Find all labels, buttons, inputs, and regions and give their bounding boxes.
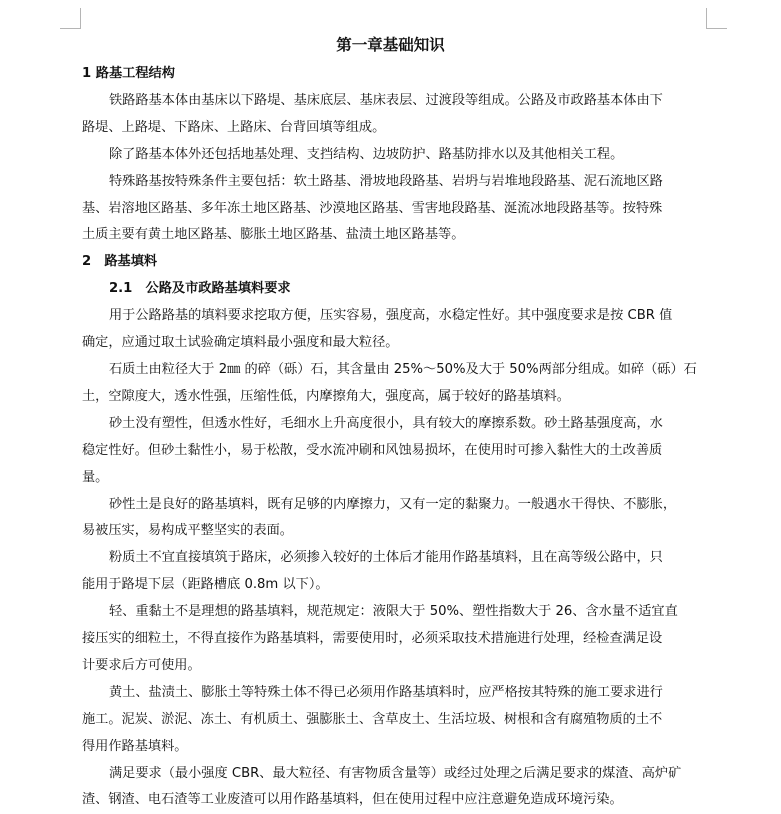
- paragraph-line: 路堤、上路堤、下路床、上路床、台背回填等组成。: [82, 119, 386, 135]
- paragraph-line: 除了路基本体外还包括地基处理、支挡结构、边坡防护、路基防排水以及其他相关工程。: [109, 146, 624, 162]
- paragraph-line: 满足要求（最小强度 CBR、最大粒径、有害物质含量等）或经过处理之后满足要求的煤渣、高炉矿: [109, 765, 682, 781]
- paragraph-line: 渣、钢渣、电石渣等工业废渣可以用作路基填料，但在使用过程中应注意避免造成环境污染。: [82, 792, 623, 808]
- paragraph-line: 能用于路堤下层（距路槽底 0.8m 以下）。: [82, 577, 329, 593]
- paragraph-line: 土，空隙度大，透水性强，压缩性低，内摩擦角大，强度高，属于较好的路基填料。: [82, 388, 570, 404]
- section-heading: 1 路基工程结构: [82, 66, 175, 81]
- paragraph-line: 施工。泥炭、淤泥、冻土、有机质土、强膨胀土、含草皮土、生活垃圾、树根和含有腐殖物质的土不: [82, 711, 663, 727]
- paragraph-line: 黄土、盐渍土、膨胀土等特殊土体不得已必须用作路基填料时，应严格按其特殊的施工要求进行: [109, 684, 663, 700]
- paragraph-line: 土质主要有黄土地区路基、膨胀土地区路基、盐渍土地区路基等。: [82, 227, 465, 243]
- paragraph-line: 铁路路基本体由基床以下路堤、基床底层、基床表层、过渡段等组成。公路及市政路基本体由下: [109, 92, 663, 108]
- paragraph-line: 粉质土不宜直接填筑于路床，必须掺入较好的土体后才能用作路基填料，且在高等级公路中，只: [109, 550, 663, 566]
- paragraph-line: 得用作路基填料。: [82, 738, 188, 754]
- section-heading: 2 路基填料: [82, 254, 158, 270]
- paragraph-line: 接压实的细粒土，不得直接作为路基填料，需要使用时，必须采取技术措施进行处理，经检查满足设: [82, 631, 663, 647]
- margin-corner-mark: [60, 8, 81, 29]
- paragraph-line: 用于公路路基的填料要求挖取方便，压实容易，强度高，水稳定性好。其中强度要求是按 CBR 值: [109, 308, 673, 324]
- paragraph-line: 量。: [82, 469, 109, 485]
- paragraph-line: 确定，应通过取土试验确定填料最小强度和最大粒径。: [82, 335, 399, 351]
- paragraph-line: 石质土由粒径大于 2㎜ 的碎（砾）石，其含量由 25%～50%及大于 50%两部分组成。如碎（砾）石: [109, 361, 697, 377]
- chapter-title: 第一章基础知识: [336, 36, 445, 54]
- subsection-heading: 2.1 公路及市政路基填料要求: [109, 281, 291, 297]
- paragraph-line: 砂性土是良好的路基填料，既有足够的内摩擦力，又有一定的黏聚力。一般遇水干得快、不膨胀，: [109, 496, 677, 512]
- paragraph-line: 砂土没有塑性，但透水性好，毛细水上升高度很小，具有较大的摩擦系数。砂土路基强度高，水: [109, 415, 663, 431]
- paragraph-line: 计要求后方可使用。: [82, 657, 201, 673]
- paragraph-line: 易被压实，易构成平整坚实的表面。: [82, 523, 293, 539]
- margin-corner-mark: [706, 8, 727, 29]
- paragraph-line: 基、岩溶地区路基、多年冻土地区路基、沙漠地区路基、雪害地段路基、涎流冰地段路基等。按特殊: [82, 200, 663, 216]
- document-body: [82, 61, 704, 814]
- paragraph-line: 稳定性好。但砂土黏性小，易于松散，受水流冲刷和风蚀易损坏，在使用时可掺入黏性大的土改善质: [82, 442, 663, 458]
- paragraph-line: 轻、重黏土不是理想的路基填料，规范规定：液限大于 50%、塑性指数大于 26、含水量不适宜直: [109, 604, 678, 620]
- paragraph-line: 特殊路基按特殊条件主要包括：软土路基、滑坡地段路基、岩坍与岩堆地段路基、泥石流地区路: [109, 173, 663, 189]
